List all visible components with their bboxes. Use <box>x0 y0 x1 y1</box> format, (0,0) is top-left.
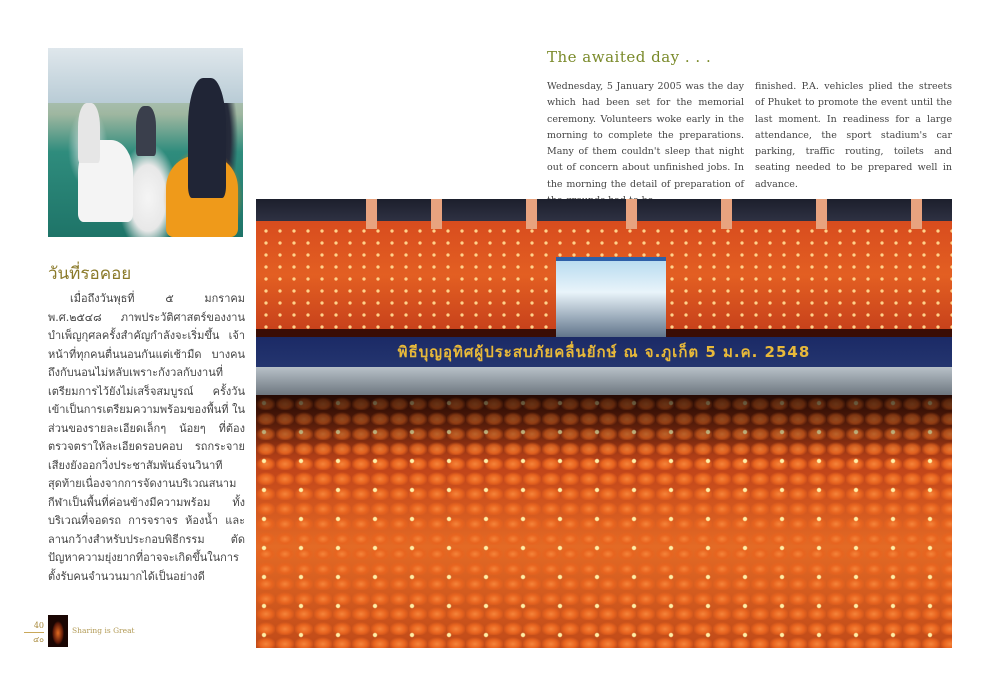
ceremony-banner-text: พิธีบุญอุทิศผู้ประสบภัยคลื่นยักษ์ ณ จ.ภูเก็ต 5 ม.ค. 2548 <box>397 343 811 361</box>
stadium-roof <box>256 199 952 221</box>
roof-pillar <box>526 199 537 229</box>
roof-pillar <box>431 199 442 229</box>
roof-pillar <box>721 199 732 229</box>
photo-figure-man-suit <box>188 78 226 198</box>
roof-pillar <box>816 199 827 229</box>
page-number-thai: ๔๐ <box>33 635 44 644</box>
ceremony-photo-top <box>48 48 243 237</box>
footer-thumbnail <box>48 615 68 647</box>
page-number <box>24 620 44 645</box>
roof-pillar <box>626 199 637 229</box>
thai-body-text: เมื่อถึงวันพุธที่ ๕ มกราคม พ.ศ.๒๕๔๘ ภาพประวัติศาสตร์ของงานบำเพ็ญกุศลครั้งสำคัญกำลังจะเริ่มขึ้น เจ้าหน้าที่ทุกคนตื่นนอนกันแต่เช้ามืด บางคนถึงกับนอนไม่หลับเพราะกังวลกับงานที่เตรียมการไว้ยังไม่เสร็จสมบูรณ์ ครั้งวันเข้าเป็นการเตรียมความพร้อมของพื้นที่ ในส่วนของรายละเอียดเล็กๆ น้อยๆ ที่ต้องตรวจตราให้ละเอียดรอบคอบ รถกระจายเสียงยังออกวิ่งประชาสัมพันธ์จนวินาทีสุดท้ายเนื่องจากการจัดงานบริเวณสนามกีฬาเป็นพื้นที่ค่อนข้างมีความพร้อม ทั้งบริเวณที่จอดรถ การจราจร ห้องน้ำ และลานกว้างสำหรับประกอบพิธีกรรม ตัดปัญหาความยุ่งยากที่อาจจะเกิดขึ้นในการตั้งรับคนจำนวนมากได้เป็นอย่างดี <box>48 292 245 583</box>
english-column-1: Wednesday, 5 January 2005 was the day which had been set for the memorial ceremony. Volunteers woke early in the morning to complete the preparations. Many of them couldn't sleep that night out of concern about unfinished jobs. In the morning the detail of preparation of <box>547 81 744 190</box>
stadium-booth <box>556 257 666 339</box>
english-text-columns <box>547 79 952 209</box>
page-number-rule <box>24 632 44 633</box>
stadium-wall-band <box>256 367 952 395</box>
photo-figure-bg-2 <box>136 106 156 156</box>
roof-pillar <box>911 199 922 229</box>
page-number-arabic: 40 <box>33 621 44 630</box>
crowd-shadow <box>256 395 952 455</box>
photo-figure-bg-1 <box>78 103 100 163</box>
thai-heading: วันที่รอคอย <box>48 264 132 284</box>
english-heading: The awaited day . . . <box>547 48 712 66</box>
footer-book-title: Sharing is Great <box>72 626 135 635</box>
roof-pillar <box>366 199 377 229</box>
stadium-candlelight-photo <box>256 199 952 648</box>
english-column-2: finished. P.A. vehicles plied the streets of Phuket to promote the event until the last moment. In readiness for a large attendance, the sport stadium's car parking, traffic routing, toilets and seating needed to be prepared well in advance. <box>755 81 952 190</box>
